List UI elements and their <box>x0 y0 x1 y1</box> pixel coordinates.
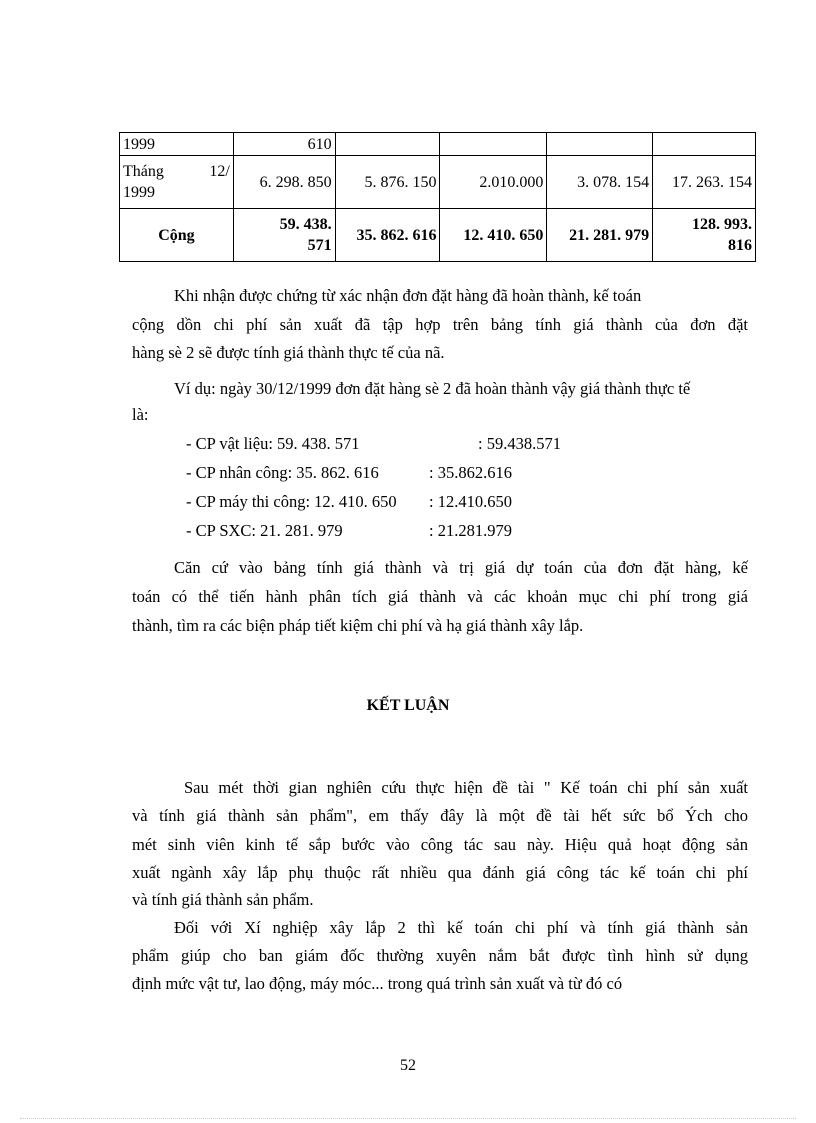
paragraph-line: xuất ngành xây lắp phụ thuộc rất nhiều qua đánh giá công tác kế toán chi phí <box>132 863 748 882</box>
table-cell <box>653 133 756 156</box>
table-total-row <box>120 209 756 262</box>
table-row <box>120 133 756 156</box>
cell-line: 128. 993. <box>692 216 752 233</box>
table-cell: 5. 876. 150 <box>335 156 440 209</box>
paragraph-line: thành, tìm ra các biện pháp tiết kiệm chi phí và hạ giá thành xây lắp. <box>132 616 584 635</box>
row-label: Cộng <box>120 209 234 262</box>
cost-item-value: : 21.281.979 <box>429 521 512 540</box>
paragraph-line: hàng sè 2 sẽ được tính giá thành thực tế của nã. <box>132 343 445 362</box>
cost-item-label: - CP máy thi công: 12. 410. 650 <box>186 492 397 511</box>
paragraph-line: và tính giá thành sản phẩm. <box>132 890 314 909</box>
table-cell: 21. 281. 979 <box>547 209 653 262</box>
row-label-number: 12/ <box>209 163 230 180</box>
cost-item-value: : 35.862.616 <box>429 463 512 482</box>
paragraph-line: là: <box>132 405 149 424</box>
paragraph-line: định mức vật tư, lao động, máy móc... trong quá trình sản xuất và từ đó có <box>132 974 623 993</box>
table-cell <box>335 133 440 156</box>
cell-line: 571 <box>307 237 332 254</box>
page-number: 52 <box>400 1057 416 1074</box>
table-cell: 17. 263. 154 <box>653 156 756 209</box>
table-cell: 12. 410. 650 <box>440 209 547 262</box>
cell-line: 59. 438. <box>279 216 332 233</box>
paragraph-line: phẩm giúp cho ban giám đốc thường xuyên nắm bắt được tình hình sử dụng <box>132 946 748 965</box>
table-cell: 610 <box>233 133 335 156</box>
cost-item-label: - CP nhân công: 35. 862. 616 <box>186 463 379 482</box>
paragraph-line: Đối với Xí nghiệp xây lắp 2 thì kế toán chi phí và tính giá thành sản <box>174 918 748 937</box>
cost-item-value: : 12.410.650 <box>429 492 512 511</box>
row-label-month: Tháng <box>123 163 164 180</box>
paragraph-line: Khi nhận được chứng từ xác nhận đơn đặt hàng đã hoàn thành, kế toán <box>174 286 642 305</box>
cell-line: 816 <box>728 237 752 254</box>
paragraph-line: Ví dụ: ngày 30/12/1999 đơn đặt hàng sè 2 đã hoàn thành vậy giá thành thực tế <box>174 379 691 398</box>
paragraph-line: Căn cứ vào bảng tính giá thành và trị giá dự toán của đơn đặt hàng, kế <box>174 558 748 577</box>
footer-divider <box>20 1118 796 1119</box>
paragraph-line: cộng dồn chi phí sản xuất đã tập hợp trên bảng tính giá thành của đơn đặt <box>132 315 748 334</box>
table-cell <box>653 209 756 262</box>
cost-item-value: : 59.438.571 <box>478 434 561 453</box>
table-row <box>120 156 756 209</box>
row-label <box>120 156 234 209</box>
table-cell <box>233 209 335 262</box>
paragraph-line: mét sinh viên kinh tế sắp bước vào công tác sau này. Hiệu quả hoạt động sản <box>132 835 748 854</box>
table-cell: 3. 078. 154 <box>547 156 653 209</box>
cost-item-label: - CP SXC: 21. 281. 979 <box>186 521 343 540</box>
paragraph-line: và tính giá thành sản phẩm", em thấy đây là một đề tài hết sức bổ Ých cho <box>132 806 748 825</box>
conclusion-title: KẾT LUẬN <box>366 697 450 714</box>
row-label-year: 1999 <box>123 184 155 201</box>
cost-item-label: - CP vật liệu: 59. 438. 571 <box>186 434 360 453</box>
cost-table <box>119 132 756 262</box>
table-cell <box>440 133 547 156</box>
table-cell: 35. 862. 616 <box>335 209 440 262</box>
paragraph-line: Sau mét thời gian nghiên cứu thực hiện đề tài " Kế toán chi phí sản xuất <box>184 778 748 797</box>
table-cell: 6. 298. 850 <box>233 156 335 209</box>
table-cell <box>547 133 653 156</box>
row-label: 1999 <box>120 133 234 156</box>
paragraph-line: toán có thể tiến hành phân tích giá thành và các khoản mục chi phí trong giá <box>132 587 748 606</box>
table-cell: 2.010.000 <box>440 156 547 209</box>
